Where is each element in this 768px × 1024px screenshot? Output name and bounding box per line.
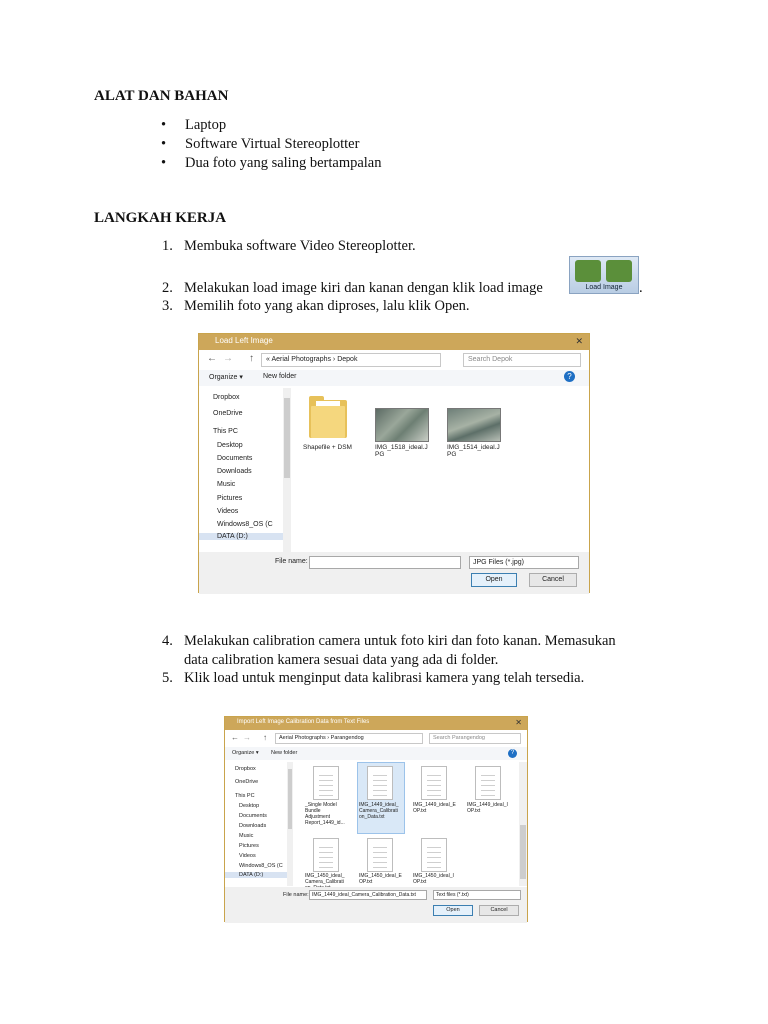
- dialog-footer: [199, 552, 589, 594]
- step-text: Membuka software Video Stereoplotter.: [184, 238, 416, 254]
- text-file-icon[interactable]: [421, 838, 447, 872]
- sidebar-item-downloads[interactable]: Downloads: [239, 823, 267, 829]
- sidebar-item-documents[interactable]: Documents: [217, 455, 253, 462]
- sidebar-item-dropbox[interactable]: Dropbox: [235, 766, 256, 772]
- step-text-continued: data calibration kamera sesuai data yang ada di folder.: [184, 652, 499, 668]
- toolbar: [225, 747, 527, 760]
- new-folder-button[interactable]: New folder: [263, 373, 297, 380]
- tools-list: [161, 116, 382, 173]
- file-item-label[interactable]: IMG_1449_ideal_I OP.txt: [467, 802, 508, 814]
- cancel-button[interactable]: Cancel: [529, 573, 577, 587]
- sidebar-item-onedrive[interactable]: OneDrive: [213, 410, 243, 417]
- step-text: Melakukan calibration camera untuk foto kiri dan foto kanan. Memasukan: [184, 633, 616, 649]
- text-file-icon[interactable]: [421, 766, 447, 800]
- toolbar: [199, 370, 589, 386]
- step-text: Melakukan load image kiri dan kanan dengan klik load image: [184, 280, 543, 296]
- navigation-sidebar: [199, 388, 283, 552]
- sidebar-item-onedrive[interactable]: OneDrive: [235, 779, 259, 785]
- file-item-label[interactable]: IMG_1518_ideal.J PG: [375, 444, 428, 458]
- navigation-sidebar: [225, 762, 287, 886]
- step-text: Klik load untuk menginput data kalibrasi kamera yang telah tersedia.: [184, 670, 585, 686]
- step-3: [162, 297, 662, 316]
- text-file-icon[interactable]: [313, 766, 339, 800]
- nav-bar: [199, 350, 589, 370]
- step-number: 3.: [162, 298, 173, 314]
- search-input[interactable]: Search Depok: [463, 353, 581, 367]
- new-folder-button[interactable]: New folder: [271, 750, 298, 756]
- folder-icon[interactable]: [309, 396, 347, 438]
- file-item-label[interactable]: IMG_1449_ideal_E OP.txt: [413, 802, 456, 814]
- help-icon[interactable]: ?: [564, 371, 575, 382]
- text-file-icon[interactable]: [313, 838, 339, 872]
- text-file-icon[interactable]: [367, 766, 393, 800]
- list-item: • Dua foto yang saling bertampalan: [161, 154, 382, 173]
- dialog-title: Load Left Image: [215, 336, 273, 345]
- file-item-label[interactable]: IMG_1450_ideal_ Camera_Calibrati: [305, 873, 345, 885]
- file-name-label: File name:: [275, 558, 308, 565]
- forward-arrow-icon[interactable]: →: [243, 733, 251, 742]
- sidebar-item-pictures[interactable]: Pictures: [239, 843, 259, 849]
- nav-bar: [225, 730, 527, 747]
- sidebar-item-documents[interactable]: Documents: [239, 813, 267, 819]
- sidebar-item-dropbox[interactable]: Dropbox: [213, 394, 240, 401]
- file-pane: [295, 762, 519, 886]
- step-5: [162, 669, 662, 688]
- step-number: 1.: [162, 238, 173, 254]
- step-number: 5.: [162, 670, 173, 686]
- scrollbar-thumb[interactable]: [288, 769, 292, 829]
- step-number: 2.: [162, 280, 173, 296]
- list-item: • Software Virtual Stereoplotter: [161, 135, 382, 154]
- scrollbar-thumb[interactable]: [284, 398, 290, 478]
- text-file-icon[interactable]: [475, 766, 501, 800]
- sidebar-item-data[interactable]: DATA (D:): [199, 533, 283, 540]
- file-item-label[interactable]: IMG_1514_ideal.J PG: [447, 444, 500, 458]
- up-arrow-icon[interactable]: ↑: [263, 733, 267, 742]
- heading-alat-bahan: ALAT DAN BAHAN: [94, 88, 229, 104]
- search-input[interactable]: Search Parangendog: [429, 733, 521, 744]
- help-icon[interactable]: ?: [508, 749, 517, 758]
- dialog-title: Import Left Image Calibration Data from Text Files: [237, 719, 370, 725]
- sidebar-item-pictures[interactable]: Pictures: [217, 495, 243, 502]
- forward-arrow-icon[interactable]: →: [223, 353, 233, 364]
- step-number: 4.: [162, 633, 173, 649]
- file-item-label[interactable]: _Single Model Bundle Adjustment Report_1449_id...: [305, 802, 345, 826]
- file-pane: [293, 388, 589, 552]
- sidebar-item-windows[interactable]: Windows8_OS (C: [239, 863, 283, 869]
- file-name-input[interactable]: IMG_1449_ideal_Camera_Calibration_Data.txt: [309, 890, 427, 900]
- camera-icon: [575, 260, 601, 282]
- sidebar-item-music[interactable]: Music: [217, 481, 236, 488]
- sidebar-item-videos[interactable]: Videos: [217, 508, 239, 515]
- close-icon[interactable]: ✕: [515, 718, 522, 727]
- file-type-select[interactable]: JPG Files (*.jpg): [469, 556, 579, 569]
- step-1: [162, 237, 662, 256]
- heading-langkah-kerja: LANGKAH KERJA: [94, 210, 227, 226]
- sidebar-item-this-pc[interactable]: This PC: [213, 428, 238, 435]
- file-item-label[interactable]: IMG_1450_ideal_E OP.txt: [359, 873, 402, 885]
- cancel-button[interactable]: Cancel: [479, 905, 519, 916]
- photo-thumbnail[interactable]: [447, 408, 501, 442]
- file-item-label[interactable]: Shapefile + DSM: [303, 444, 352, 451]
- sidebar-item-downloads[interactable]: Downloads: [217, 468, 252, 475]
- load-left-image-dialog: [198, 333, 590, 593]
- file-item-label[interactable]: IMG_1450_ideal_I OP.txt: [413, 873, 454, 885]
- list-item: • Laptop: [161, 116, 382, 135]
- file-item-label[interactable]: IMG_1449_ideal_ Camera_Calibrati on_Data.txt: [359, 802, 399, 820]
- file-name-input[interactable]: [309, 556, 461, 569]
- file-type-select[interactable]: Text files (*.txt): [433, 890, 521, 900]
- step-2-suffix: .: [639, 280, 643, 296]
- sidebar-item-windows[interactable]: Windows8_OS (C: [217, 521, 273, 528]
- photo-thumbnail[interactable]: [375, 408, 429, 442]
- file-name-label: File name:: [283, 892, 309, 898]
- step-text: Memilih foto yang akan diproses, lalu klik Open.: [184, 298, 470, 314]
- back-arrow-icon[interactable]: ←: [231, 733, 239, 742]
- open-button[interactable]: Open: [433, 905, 473, 916]
- organize-button[interactable]: Organize ▾: [232, 750, 259, 756]
- sidebar-item-this-pc[interactable]: This PC: [235, 793, 255, 799]
- close-icon[interactable]: ✕: [575, 336, 583, 346]
- address-bar[interactable]: « Aerial Photographs › Depok: [261, 353, 441, 367]
- address-bar[interactable]: Aerial Photographs › Parangendog: [275, 733, 423, 744]
- import-calibration-dialog: [224, 716, 528, 922]
- sidebar-item-data[interactable]: DATA (D:): [225, 872, 287, 878]
- sidebar-item-videos[interactable]: Videos: [239, 853, 256, 859]
- load-image-caption: Load Image: [585, 284, 623, 291]
- camera-icon: [606, 260, 632, 282]
- sidebar-item-desktop[interactable]: Desktop: [239, 803, 260, 809]
- dialog-footer: [225, 887, 527, 923]
- back-arrow-icon[interactable]: ←: [207, 353, 217, 364]
- sidebar-item-desktop[interactable]: Desktop: [217, 442, 243, 449]
- open-button[interactable]: Open: [471, 573, 517, 587]
- organize-button[interactable]: Organize ▾: [209, 374, 243, 381]
- load-image-button[interactable]: [569, 256, 639, 294]
- text-file-icon[interactable]: [367, 838, 393, 872]
- up-arrow-icon[interactable]: ↑: [249, 353, 254, 364]
- scrollbar-thumb[interactable]: [520, 825, 526, 879]
- sidebar-item-music[interactable]: Music: [239, 833, 254, 839]
